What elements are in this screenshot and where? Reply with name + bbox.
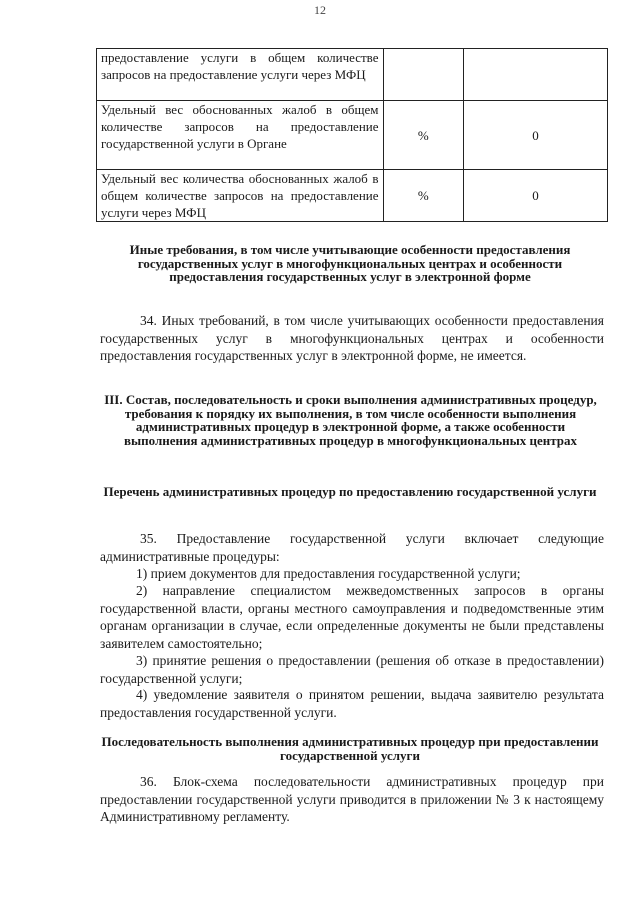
- page-number: 12: [314, 3, 326, 17]
- section-heading-sequence: Последовательность выполнения административных процедур при предоставлении государственной услуги: [101, 734, 599, 763]
- table-cell-value: 0: [464, 170, 608, 222]
- table-row: [97, 49, 608, 101]
- list-item: 2) направление специалистом межведомственных запросов в органы государственной власти, органы местного самоуправления и подведомственные этим органам организации в случае, если определенные документы не были представлены заявителем самостоятельно;: [100, 583, 604, 651]
- section-heading-other-requirements: Иные требования, в том числе учитывающие особенности предоставления государственных услуг в многофункциональных центрах и особенности предоставления государственных услуг в электронной форме: [129, 242, 571, 284]
- section-heading-procedures-list: Перечень административных процедур по предоставлению государственной услуги: [103, 484, 597, 499]
- paragraph-34: 34. Иных требований, в том числе учитывающих особенности предоставления государственных услуг в многофункциональных центрах и особенности предоставления государственных услуг в электронной форме, не имеется.: [100, 313, 604, 363]
- table-cell-value: [464, 49, 608, 101]
- section-heading-3: III. Состав, последовательность и сроки выполнения административных процедур, требования к порядку их выполнения, в том числе особенности выполнения административных процедур в электронной форме, а также особенности выполнения административных процедур в многофункциональных центрах: [104, 392, 597, 448]
- paragraph-35: 35. Предоставление государственной услуги включает следующие административные процедуры:: [100, 531, 604, 564]
- indicators-table: [96, 48, 608, 222]
- table-row: [97, 170, 608, 222]
- table-cell-description: Удельный вес обоснованных жалоб в общем количестве запросов на предоставление государственной услуги в Органе: [97, 101, 384, 170]
- list-item: 4) уведомление заявителя о принятом решении, выдача заявителю результата предоставления государственной услуги.: [100, 687, 604, 720]
- table-cell-unit: %: [383, 170, 464, 222]
- table-row: [97, 101, 608, 170]
- paragraph-36: 36. Блок-схема последовательности административных процедур при предоставлении государственной услуги приводится в приложении № 3 к настоящему Административному регламенту.: [100, 774, 604, 824]
- list-item: 1) прием документов для предоставления государственной услуги;: [136, 566, 521, 581]
- table-cell-description: Удельный вес количества обоснованных жалоб в общем количестве запросов на предоставление услуги через МФЦ: [97, 170, 384, 222]
- list-item: 3) принятие решения о предоставлении (решения об отказе в предоставлении) государственной услуги;: [100, 653, 604, 686]
- table-cell-unit: [383, 49, 464, 101]
- table-cell-value: 0: [464, 101, 608, 170]
- table-cell-description: предоставление услуги в общем количестве запросов на предоставление услуги через МФЦ: [97, 49, 384, 101]
- table-cell-unit: %: [383, 101, 464, 170]
